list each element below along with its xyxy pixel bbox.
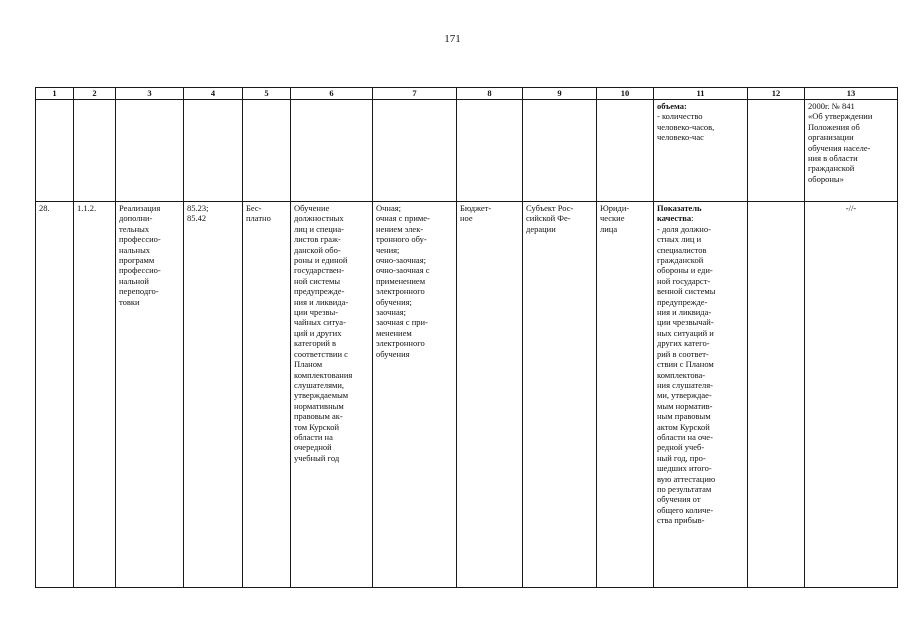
table-row-continuation: [36, 100, 898, 202]
funding-source-text: Бюджет- ное: [460, 203, 492, 224]
column-header: 3: [116, 88, 184, 100]
table-row-28: [36, 202, 898, 588]
responsible-subject-text: Субъект Рос- сийской Фе- дерации: [526, 203, 574, 234]
page-number: 171: [444, 33, 461, 45]
consumers: [597, 202, 654, 588]
column-header: 11: [654, 88, 748, 100]
indicator-text: - количество человеко-часов, человеко-час: [657, 111, 715, 143]
service-name: [116, 202, 184, 588]
table-cell: [36, 100, 74, 202]
table-cell: [597, 100, 654, 202]
column-header: 6: [291, 88, 373, 100]
row-number: [36, 202, 74, 588]
column-header: 10: [597, 88, 654, 100]
column-header: 4: [184, 88, 243, 100]
column-header: 13: [805, 88, 898, 100]
service-form-text: Очная; очная с приме- нением элек- тронного обу- чения; очно-заочная; очно-заочная с применением электронного обучения; заочная; заочная с при- менением электронного обучения: [376, 203, 430, 359]
column-12-cell: [748, 202, 805, 588]
column-header: 2: [74, 88, 116, 100]
table-cell: [457, 100, 523, 202]
okved-codes: [184, 202, 243, 588]
legal-basis-text: -//-: [845, 203, 857, 213]
column-header: 8: [457, 88, 523, 100]
row-number-text: 28.: [39, 203, 50, 213]
cost-type: [243, 202, 291, 588]
service-code: [74, 202, 116, 588]
legal-basis: [805, 202, 898, 588]
table-cell: [291, 100, 373, 202]
quality-indicator-label: Показатель качества: [657, 203, 702, 224]
column-header: 12: [748, 88, 805, 100]
quality-indicator-text: - доля должно- стных лиц и специалистов гражданской обороны и еди- ной государст- венной системы предупрежде- ния и ликвида- ции чрезвычай- ных ситуаций и других катего- рий в соответ- ствии с Планом комплектова- ния слушателя- ми, утверждае- мым норматив- ным правовым актом Курской области на оче- редной учеб- ный год, про- шедших итого- вую аттестацию по результатам обучения от общего количе- ства прибыв-: [657, 223, 716, 526]
table-cell: [243, 100, 291, 202]
cost-text: Бес- платно: [246, 203, 271, 224]
column-header: 5: [243, 88, 291, 100]
services-table: [35, 87, 898, 588]
column-header: 7: [373, 88, 457, 100]
basis-text: 2000г. № 841 «Об утверждении Положения об организации обучения населе- ния в области гражданской обороны»: [808, 101, 873, 184]
table-cell: [373, 100, 457, 202]
quality-indicator: [654, 202, 748, 588]
service-form: [373, 202, 457, 588]
table-cell: [748, 100, 805, 202]
column-header: 1: [36, 88, 74, 100]
service-name-text: Реализация дополни- тельных профессио- нальных программ профессио- нальной переподго- товки: [119, 203, 161, 307]
service-content: [291, 202, 373, 588]
table-cell: [116, 100, 184, 202]
table-header-row: [36, 88, 898, 100]
table-cell: [523, 100, 597, 202]
indicator-heading: объема:: [657, 101, 687, 111]
table-cell: [184, 100, 243, 202]
quality-indicator-colon: :: [691, 213, 694, 224]
service-content-text: Обучение должностных лиц и специа- листов граж- данской обо- роны и единой государствен- ной системы предупрежде- ния и ликвида- ции чрезвы- чайных ситуа- ций и других категорий в соответствии с Планом комплектования слушателями, утверждаемым нормативным правовым ак- том Курской области на очередной учебный год: [294, 203, 353, 463]
table-cell-basis-cont: [805, 100, 898, 202]
table-cell: [74, 100, 116, 202]
table-cell-indicator-cont: [654, 100, 748, 202]
quality-indicator-heading: [657, 203, 744, 224]
service-code-text: 1.1.2.: [77, 203, 97, 213]
funding-source: [457, 202, 523, 588]
responsible-subject: [523, 202, 597, 588]
column-header: 9: [523, 88, 597, 100]
consumers-text: Юриди- ческие лица: [600, 203, 630, 234]
okved-text: 85.23; 85.42: [187, 203, 209, 224]
